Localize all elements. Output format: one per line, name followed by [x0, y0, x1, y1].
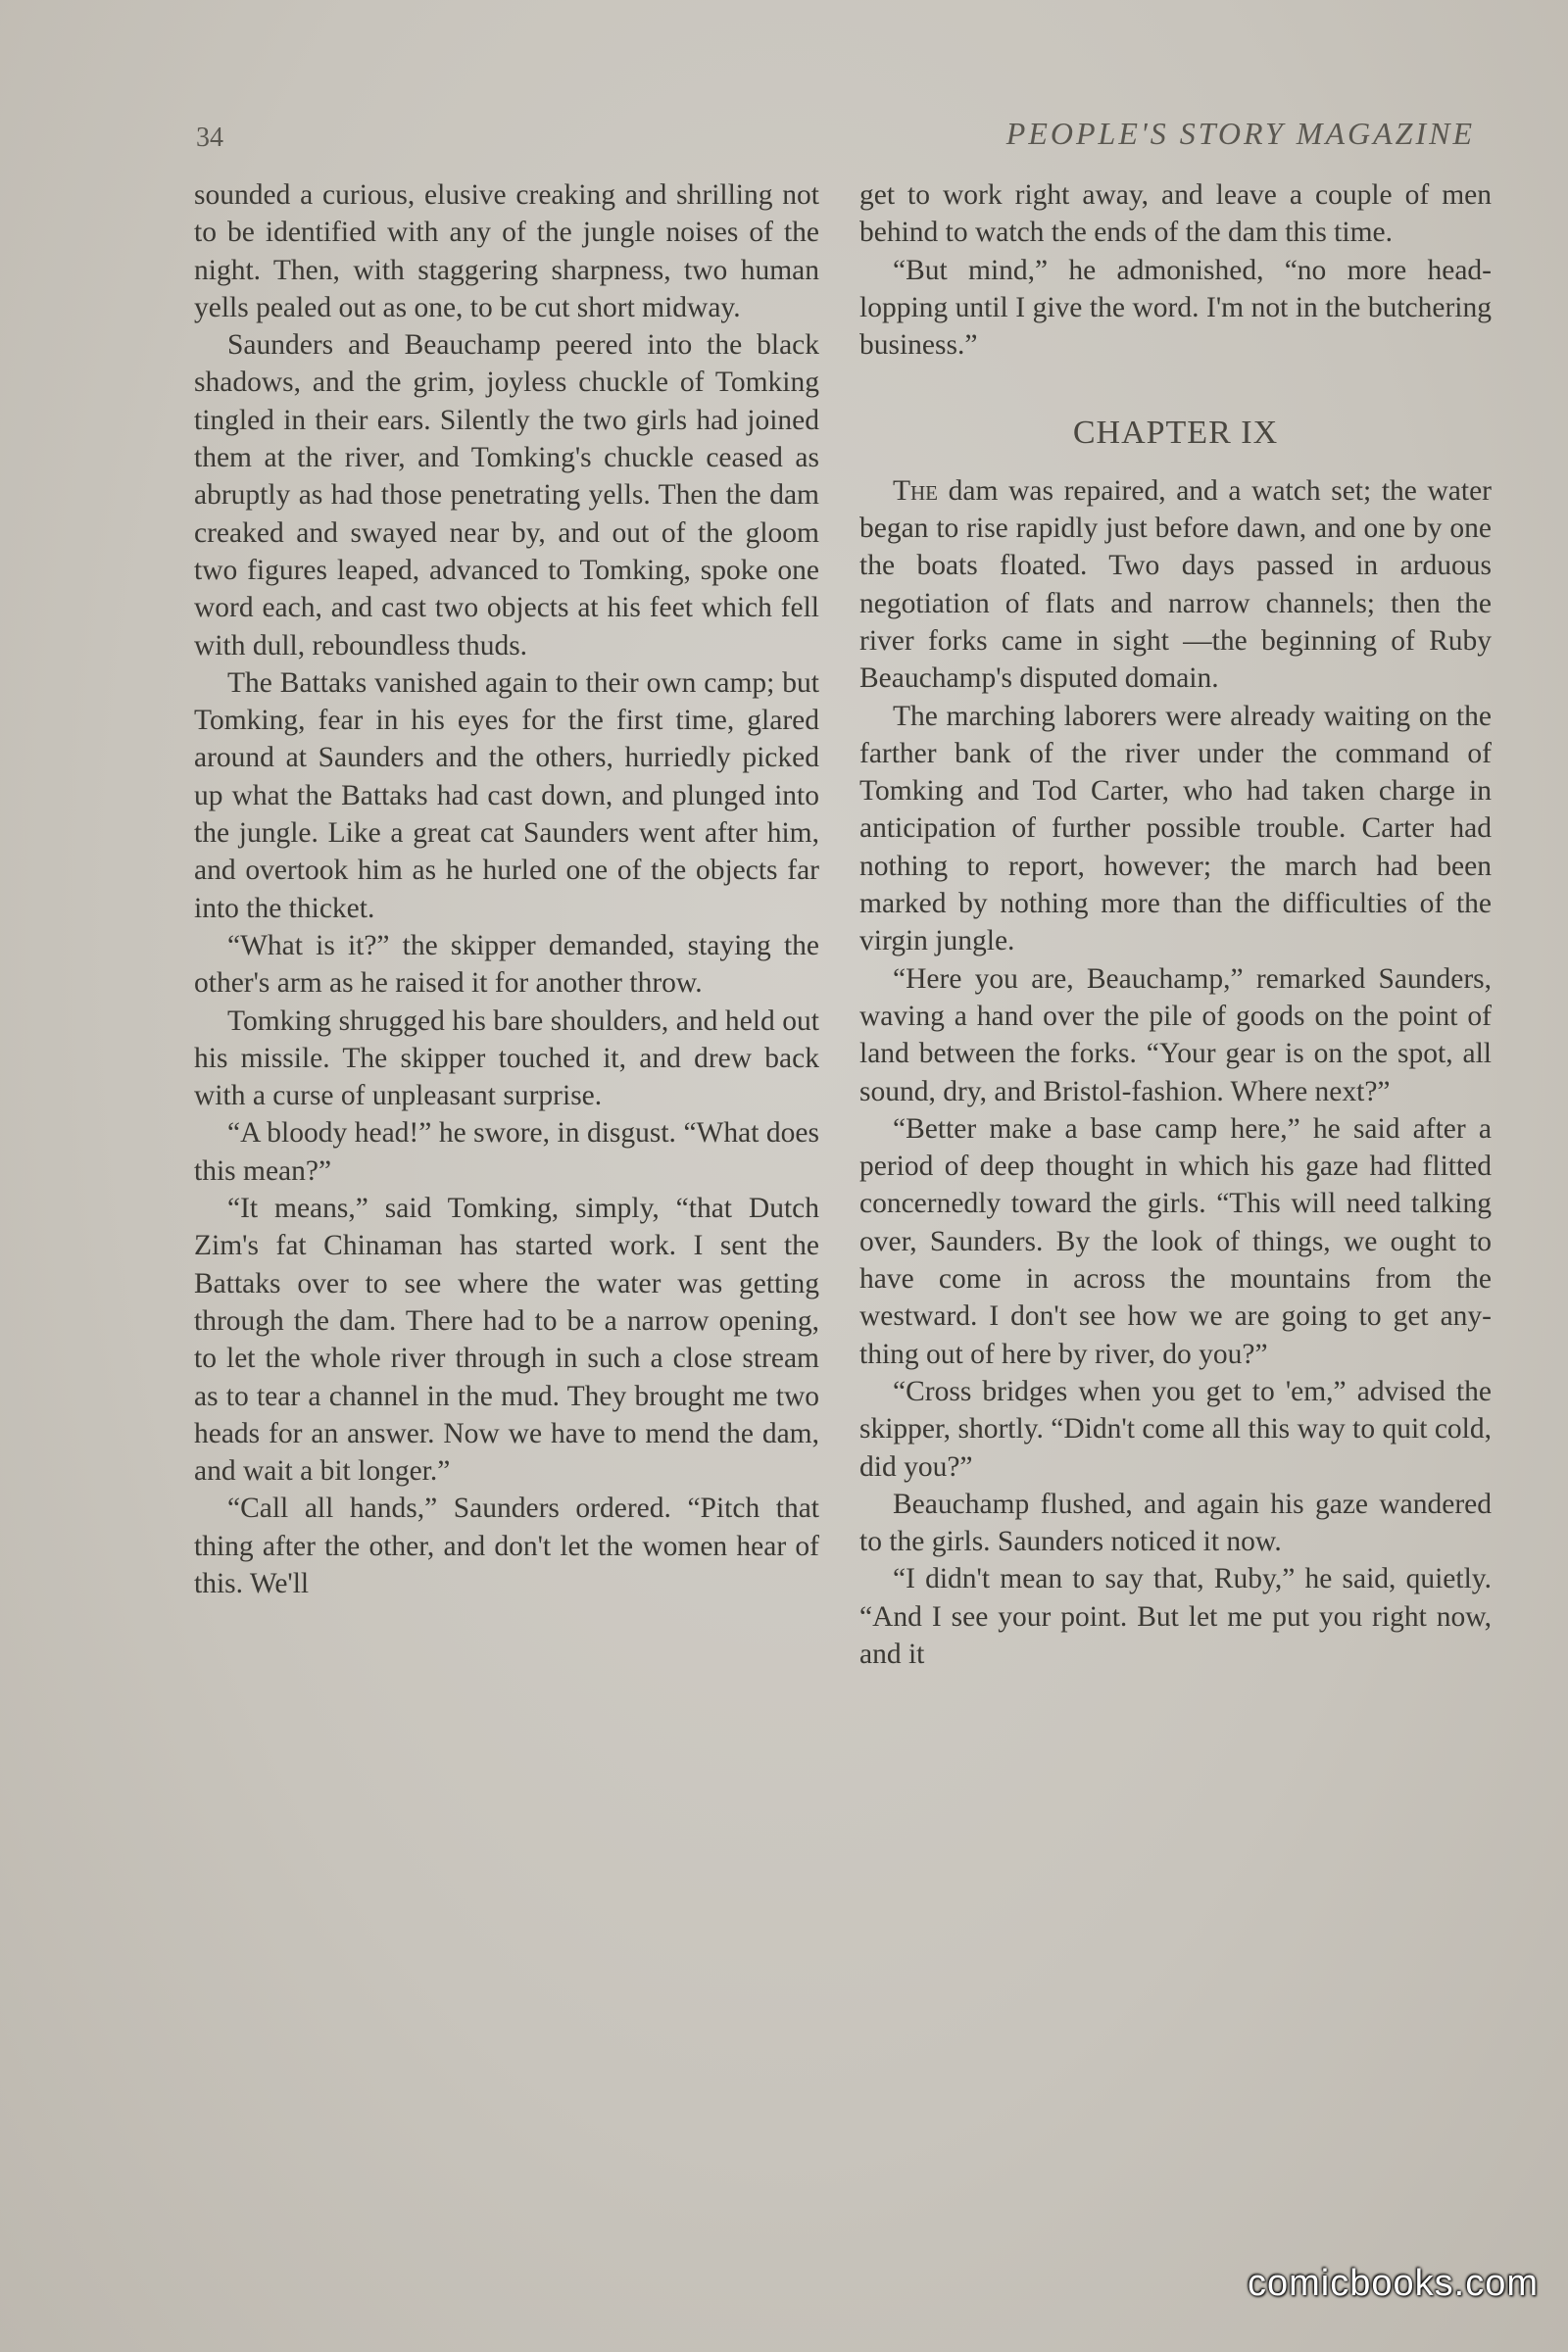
paragraph: “What is it?” the skipper demanded, staying the other's arm as he raised it for another throw. [194, 929, 819, 1000]
paragraph: “But mind,” he admonished, “no more head-lopping until I give the word. I'm not in the butchering business.” [859, 254, 1492, 362]
paragraph: sounded a curious, elusive creaking and shrilling not to be identified with any of the jungle noises of the night. Then, with staggering sharpness, two human yells pealed out as one, to be cut short midway. [194, 179, 819, 323]
left-column [194, 176, 819, 1602]
paragraph: “It means,” said Tomking, simply, “that Dutch Zim's fat Chinaman has started work. I sent the Battaks over to see where the water was getting through the dam. There had to be a narrow opening, to let the whole river through in such a close stream as to tear a channel in the mud. They brought me two heads for an answer. Now we have to mend the dam, and wait a bit longer.” [194, 1193, 819, 1488]
chapter-opening-paragraph [859, 472, 1492, 698]
paragraph: “Better make a base camp here,” he said after a period of deep thought in which his gaze had flitted concernedly toward the girls. “This will need talking over, Saunders. By the look of things, we ought to have come in across the mountains from the westward. I don't see how we are going to get anything out of here by river, do you?” [859, 1112, 1492, 1370]
paragraph-text: dam was repaired, and a watch set; the water began to rise rapidly just before dawn, and one by one the boats floated. Two days passed in arduous negotiation of flats and narrow channels; then the river forks came in sight —the beginning of Ruby Beauchamp's disputed domain. [859, 474, 1492, 695]
drop-word: The [893, 474, 939, 507]
paragraph: The Battaks vanished again to their own camp; but Tomking, fear in his eyes for the first time, glared around at Saunders and the others, hurriedly picked up what the Battaks had cast down, and plunged into the jungle. Like a great cat Saunders went after him, and overtook him as he hurled one of the objects far into the thicket. [194, 666, 819, 924]
chapter-heading: CHAPTER IX [1072, 415, 1279, 452]
running-head: PEOPLE'S STORY MAGAZINE [1005, 116, 1475, 151]
site-watermark: comicbooks.com [1248, 2263, 1539, 2304]
paragraph: “Cross bridges when you get to 'em,” advised the skipper, shortly. “Didn't come all this way to quit cold, did you?” [859, 1375, 1492, 1483]
paragraph: get to work right away, and leave a couple of men behind to watch the ends of the dam this time. [859, 179, 1492, 249]
paragraph: “Call all hands,” Saunders ordered. “Pitch that thing after the other, and don't let the women hear of this. We'll [194, 1493, 819, 1599]
paragraph: Beauchamp flushed, and again his gaze wandered to the girls. Saunders noticed it now. [859, 1488, 1492, 1558]
paragraph: “A bloody head!” he swore, in disgust. “What does this mean?” [194, 1117, 819, 1187]
paragraph: Tomking shrugged his bare shoulders, and held out his missile. The skipper touched it, and drew back with a curse of unpleasant surprise. [194, 1004, 819, 1112]
paragraph: Saunders and Beauchamp peered into the black shadows, and the grim, joyless chuckle of Tomking tingled in their ears. Silently the two girls had joined them at the river, and Tomking's chuckle ceased as abruptly as had those penetrating yells. Then the dam creaked and swayed near by, and out of the gloom two figures leaped, advanced to Tomking, spoke one word each, and cast two objects at his feet which fell with dull, reboundless thuds. [194, 329, 819, 662]
right-column [859, 176, 1492, 1673]
paragraph: “I didn't mean to say that, Ruby,” he said, quietly. “And I see your point. But let me put you right now, and it [859, 1563, 1492, 1670]
paragraph: “Here you are, Beauchamp,” remarked Saunders, waving a hand over the pile of goods on the point of land between the forks. “Your gear is on the spot, all sound, dry, and Bristol-fashion. Where next?” [859, 962, 1492, 1107]
paragraph: The marching laborers were already waiting on the farther bank of the river under the command of Tomking and Tod Carter, who had taken charge in anticipation of further possible trouble. Carter had nothing to report, however; the march had been marked by nothing more than the difficulties of the virgin jungle. [859, 700, 1492, 957]
page-number: 34 [196, 122, 223, 153]
